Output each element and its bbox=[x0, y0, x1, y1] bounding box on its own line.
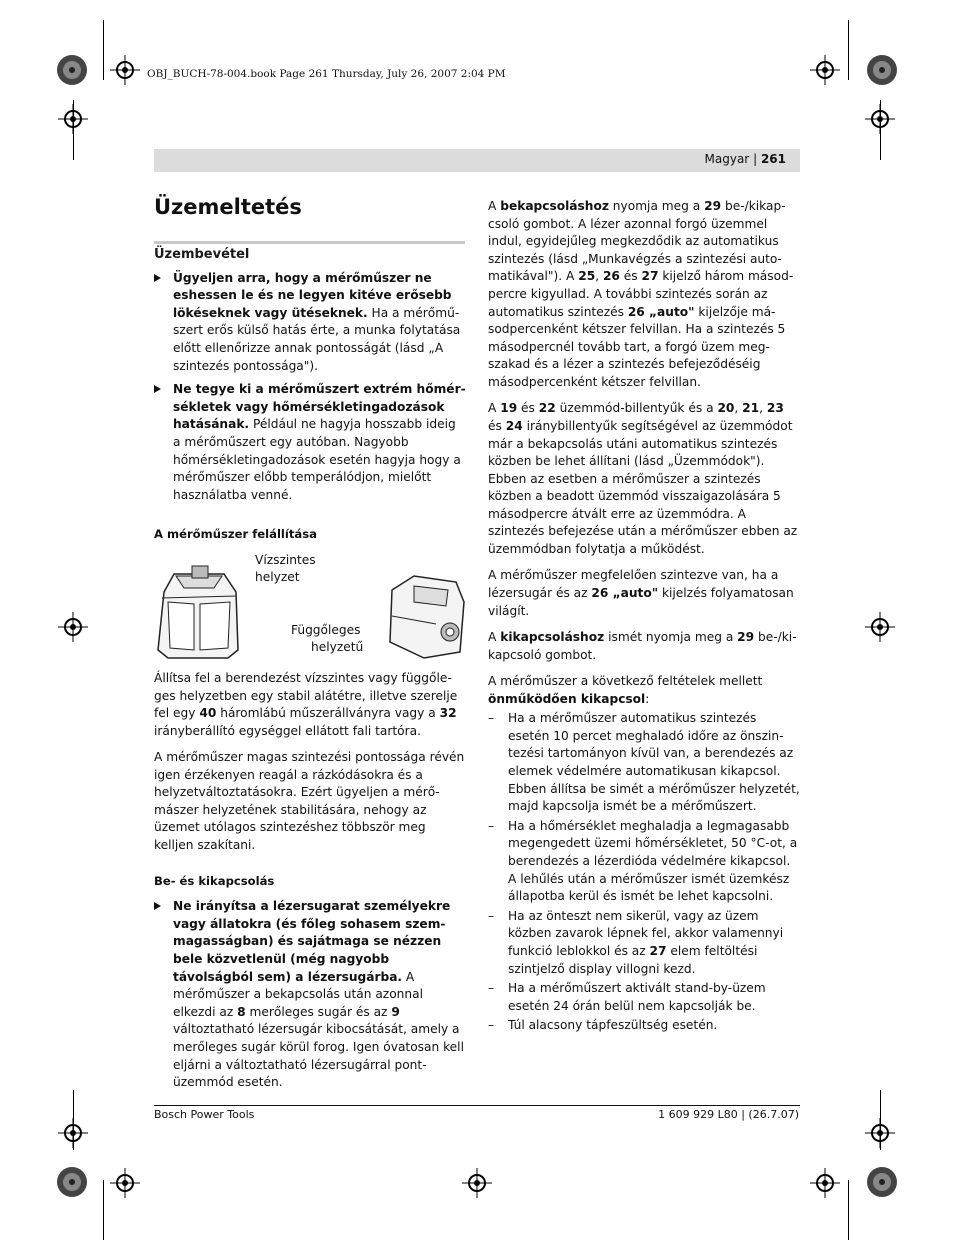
laser-horizontal-illustration bbox=[154, 562, 244, 662]
subsection-title: Be- és kikapcsolás bbox=[154, 873, 275, 888]
footer-rule bbox=[154, 1105, 800, 1106]
text-run: nyomja meg a bbox=[608, 199, 705, 213]
bold-run: kikapcsoláshoz bbox=[500, 630, 605, 645]
bold-run: 22 bbox=[538, 401, 556, 416]
label-vertical-1: Függőleges bbox=[291, 622, 361, 637]
power-on-paragraph bbox=[488, 198, 800, 392]
page-title: Üzemeltetés bbox=[154, 195, 302, 219]
text-run: kijelzés folyamatosan világít. bbox=[488, 586, 794, 618]
warning-bullet bbox=[154, 381, 466, 504]
text-run: Ha az önteszt nem sikerül, vagy az üzem közben zavarok lépnek fel, akkor valamennyi funkció leblokkol és az bbox=[508, 908, 784, 958]
bold-run: 27 bbox=[641, 269, 659, 284]
auto-off-intro bbox=[488, 673, 800, 708]
footer-left: Bosch Power Tools bbox=[154, 1108, 255, 1121]
text-run: iránybillentyűk segítségével az üzemmódot már a bekapcsolás utáni automatikus szintezés közben be lehet állítani (lásd „Üzemmódok"). Ebben az esetben a mérőműszer a szintezés közben a beadott üzemmód visszaigazolására 5 másodpercre átvált erre az üzemmódra. A szintezés befejezése után a mérőműszer ebben az üzemmódban folytatja a működést. bbox=[488, 418, 798, 557]
text-run: A bbox=[488, 401, 501, 416]
label-horizontal-1: Vízszintes bbox=[255, 552, 316, 567]
text-run: Ha a mérőműszer automatikus szintezés esetén 10 percet meghaladó időre az önszintezési tartományon kívül van, a berendezés az elemek védelmére automatikusan kikapcsol. Ebben állítsa be simét a mérőműszer helyzetét, majd kapcsolja ismét be a mérőműszert. bbox=[508, 711, 800, 814]
bold-run: 29 bbox=[704, 199, 722, 213]
book-info-line: OBJ_BUCH-78-004.book Page 261 Thursday, July 26, 2007 2:04 PM bbox=[147, 68, 506, 80]
crosshair-mark-icon bbox=[462, 1168, 492, 1198]
trim-line bbox=[103, 20, 104, 80]
registration-mark-icon bbox=[55, 53, 89, 87]
crosshair-mark-icon bbox=[810, 55, 840, 85]
bold-run: 27 bbox=[649, 943, 667, 958]
text-run: háromlábú műszerállványra vagy a bbox=[216, 706, 440, 721]
laser-vertical-illustration bbox=[384, 572, 466, 660]
text-run: kijelző három másodpercre kigyullad. A további szintezés során az automatikus szintezés bbox=[488, 269, 794, 319]
auto-off-list bbox=[488, 710, 800, 1035]
text-run: irányberállító egységgel ellátott fali tartóra. bbox=[154, 723, 421, 738]
label-vertical-2: helyzetű bbox=[311, 639, 364, 654]
bullet-bold-text: Ügyeljen arra, hogy a mérőműszer ne eshessen le és ne legyen kitéve erősebb lökéseknek vagy ütéseknek. bbox=[173, 270, 452, 320]
right-column bbox=[488, 198, 800, 1037]
text-run: és bbox=[619, 269, 642, 284]
bullet-arrow-icon bbox=[154, 274, 161, 282]
trim-line bbox=[880, 100, 881, 160]
registration-mark-icon bbox=[55, 1165, 89, 1199]
page-header bbox=[705, 152, 786, 166]
bold-run: 24 bbox=[505, 418, 523, 433]
dash-marker: – bbox=[488, 981, 495, 996]
crosshair-mark-icon bbox=[810, 1168, 840, 1198]
list-item bbox=[488, 1017, 800, 1035]
text-run: be-/kikapcsoló gombot. A lézer azonnal forgó üzemmel indul, egyidejűleg megkezdődik az automatikus szintezés (lásd „Munkavégzés a szintezési automatikával"). A bbox=[488, 199, 786, 284]
stability-paragraph: A mérőműszer magas szintezési pontossága révén igen érzékenyen reagál a rázkódásokra és a helyzetváltoztatásokra. Ezért ügyeljen a mérőmászer helyzetének stabilitására, nehogy az üzemet utólagos szintezéshez többször meg kelljen szakítani. bbox=[154, 750, 465, 853]
text-run: és bbox=[488, 418, 506, 433]
list-item bbox=[488, 710, 800, 816]
bold-run: 26 bbox=[602, 269, 620, 284]
list-item bbox=[488, 980, 800, 1015]
page-header-bar bbox=[154, 149, 800, 172]
setup-figure bbox=[154, 552, 466, 664]
header-separator: | bbox=[753, 152, 758, 166]
dash-marker: – bbox=[488, 1018, 495, 1033]
text-run: elem feltöltési szintjelző display villogni kezd. bbox=[508, 943, 758, 976]
ref-number: 40 bbox=[199, 706, 217, 721]
text-run: Ha a mérőműszert aktivált stand-by-üzem esetén 24 órán belül nem kapcsolják be. bbox=[508, 981, 766, 1013]
trim-line bbox=[73, 100, 74, 160]
bold-run: bekapcsoláshoz bbox=[500, 199, 609, 213]
crosshair-mark-icon bbox=[110, 55, 140, 85]
text-run: : bbox=[645, 691, 650, 706]
page-number: 261 bbox=[760, 152, 786, 166]
dash-marker: – bbox=[488, 818, 495, 833]
bullet-text: Például ne hagyja hosszabb ideig a mérőműszert egy autóban. Nagyobb hőmérsékletingadozások esetén hagyja hogy a mérőműszer előbb temperálódjon, mielőtt használatba venné. bbox=[173, 417, 461, 502]
bold-run: 20 bbox=[717, 401, 735, 416]
text-run: Ha a hőmérséklet meghaladja a legmagasabb megengedett üzemi hőmérsékletet, 50 °C-ot, a berendezés a lézerdióda védelmére kikapcsol. A lehűlés után a mérőműszer ismét üzemkész állapotba kerül és ismét be lehet kapcsolni. bbox=[508, 818, 798, 904]
text-run: merőleges sugár és az bbox=[245, 1004, 392, 1019]
crosshair-mark-icon bbox=[58, 612, 88, 642]
bullet-arrow-icon bbox=[154, 385, 161, 393]
text-run: , bbox=[734, 401, 743, 416]
list-item bbox=[488, 908, 800, 978]
trim-line bbox=[880, 1090, 881, 1150]
text-run: Állítsa fel a berendezést vízszintes vagy függőleges helyzetben egy stabil alátétre, illetve szerelje fel egy bbox=[154, 670, 458, 721]
trim-line bbox=[103, 1180, 104, 1240]
crosshair-mark-icon bbox=[865, 612, 895, 642]
setup-paragraph bbox=[154, 670, 466, 740]
text-run: változtatható lézersugár kibocsátását, amely a merőleges sugár körül forog. Igen óvatosan kell eljárni a változtatható lézersugárral pont-üzemmód esetén. bbox=[173, 1022, 464, 1090]
text-run: A bbox=[488, 630, 501, 645]
text-run: A mérőműszer megfelelően szintezve van, ha a lézersugár és az bbox=[488, 568, 779, 601]
text-run: A mérőműszer a bekapcsolás után azonnal elkezdi az bbox=[173, 969, 423, 1019]
section-rule bbox=[154, 241, 465, 244]
bold-run: 23 bbox=[766, 401, 784, 416]
left-column bbox=[154, 246, 466, 1098]
text-run: kijelzője másodpercenként kétszer felvillan. Ha a szintezés 5 másodpercnél tovább tart, a forgó üzem megszakad és a lézer a szintezés befejeződéséig másodpercenként kétszer felvillan. bbox=[488, 304, 786, 389]
text-run: üzemmód-billentyűk és a bbox=[555, 401, 718, 416]
list-item bbox=[488, 818, 800, 906]
bullet-bold-text: Ne tegye ki a mérőműszert extrém hőmérsékletek vagy hőmérsékletingadozások hatásának. bbox=[173, 382, 466, 432]
trim-line bbox=[848, 1180, 849, 1240]
text-run: , bbox=[595, 269, 603, 284]
warning-bullet bbox=[154, 270, 466, 376]
bold-run: 26 „auto" bbox=[627, 304, 695, 319]
text-run: A bbox=[488, 199, 501, 213]
trim-line bbox=[848, 20, 849, 80]
bold-run: 25 bbox=[578, 269, 596, 284]
footer-right: 1 609 929 L80 | (26.7.07) bbox=[658, 1108, 799, 1121]
text-run: be-/kikapcsoló gombot. bbox=[488, 630, 797, 662]
text-run: A mérőműszer a következő feltételek mellett bbox=[488, 674, 763, 689]
text-run: , bbox=[759, 401, 767, 416]
bold-run: 21 bbox=[742, 401, 760, 416]
registration-mark-icon bbox=[865, 53, 899, 87]
trim-line bbox=[73, 1090, 74, 1150]
power-off-paragraph bbox=[488, 629, 800, 664]
warning-bullet bbox=[154, 898, 466, 1092]
dash-marker: – bbox=[488, 711, 495, 726]
level-paragraph bbox=[488, 567, 800, 620]
text-run: ismét nyomja meg a bbox=[604, 630, 738, 645]
subsection-title: A mérőműszer felállítása bbox=[154, 527, 317, 542]
ref-number: 8 bbox=[237, 1004, 246, 1019]
bold-run: 26 „auto" bbox=[591, 586, 659, 601]
bullet-arrow-icon bbox=[154, 902, 161, 910]
registration-mark-icon bbox=[865, 1165, 899, 1199]
bullet-text: Ha a mérőműszert erős külső hatás érte, a munka folytatása előtt ellenőrizze annak pontosságát (lásd „A szintezés pontossága"). bbox=[173, 305, 461, 373]
bullet-bold-text: Ne irányítsa a lézersugarat személyekre vagy állatokra (és főleg sohasem szemmagasságban) és sajátmaga se nézzen bele közvetlenül (még nagyobb távolságból sem) a lézersugárba. bbox=[173, 899, 451, 984]
crosshair-mark-icon bbox=[110, 1168, 140, 1198]
label-horizontal-2: helyzet bbox=[255, 569, 300, 584]
bold-run: 29 bbox=[737, 630, 755, 645]
section-title: Üzembevétel bbox=[154, 247, 250, 262]
header-language: Magyar bbox=[704, 152, 750, 166]
mode-paragraph bbox=[488, 400, 800, 558]
text-run: Túl alacsony tápfeszültség esetén. bbox=[508, 1018, 718, 1033]
ref-number: 32 bbox=[439, 706, 457, 721]
dash-marker: – bbox=[488, 908, 495, 923]
bold-run: 19 bbox=[500, 401, 518, 416]
bold-run: önműködően kikapcsol bbox=[488, 691, 646, 706]
text-run: és bbox=[517, 401, 539, 416]
ref-number: 9 bbox=[391, 1004, 400, 1019]
